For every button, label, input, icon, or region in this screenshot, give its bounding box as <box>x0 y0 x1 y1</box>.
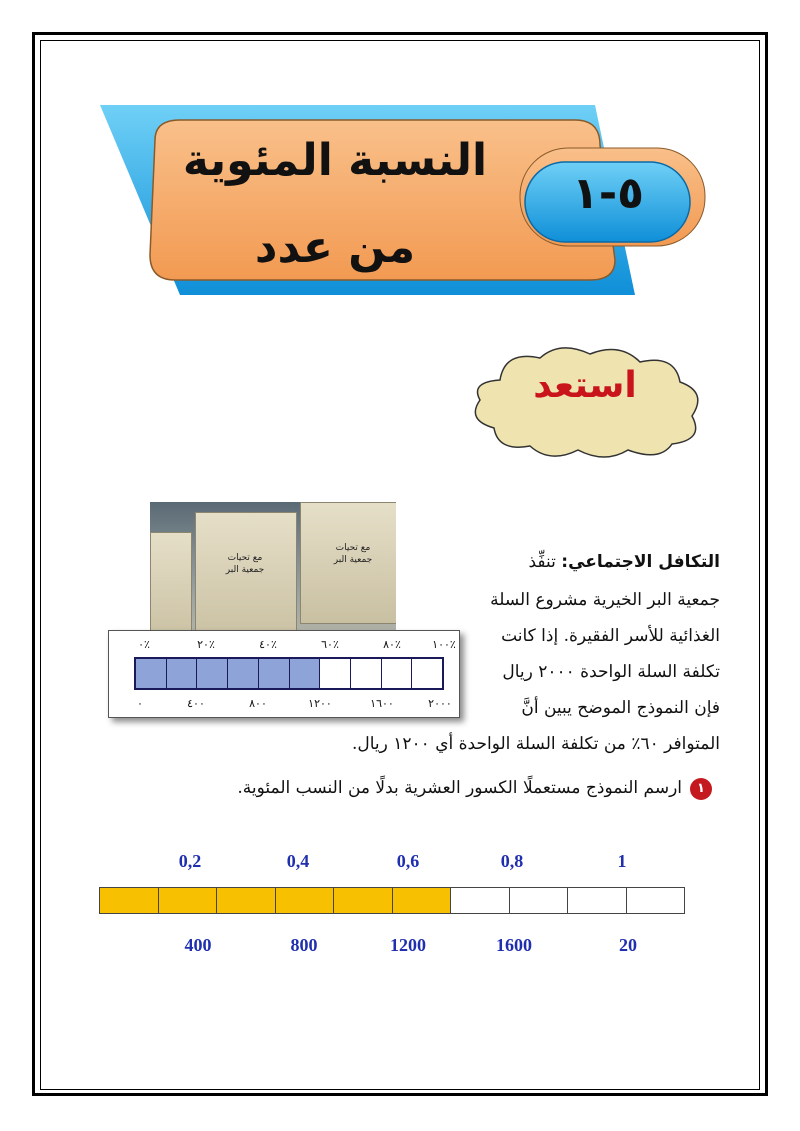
paragraph-line-2: جمعية البر الخيرية مشروع السلة <box>490 590 720 610</box>
decimal-bottom-label: 1600 <box>496 935 532 955</box>
percent-bottom-label: ١٦٠٠ <box>370 697 394 710</box>
percent-top-label: ٪٨٠ <box>383 638 401 651</box>
percent-bottom-label: ٨٠٠ <box>249 697 267 710</box>
decimal-cell <box>627 888 685 913</box>
decimal-bottom-label: 400 <box>184 935 212 955</box>
photo-box-label: مع تحيات جمعية البر <box>225 553 265 575</box>
percent-bar <box>134 657 444 690</box>
percent-cell <box>382 659 413 688</box>
decimal-bottom-label: 1200 <box>390 935 426 955</box>
percent-bottom-label: ٠ <box>137 697 143 710</box>
percent-cell <box>167 659 198 688</box>
decimal-top-label: 0,8 <box>500 851 524 871</box>
lesson-number: ٥-١ <box>572 168 644 219</box>
percent-cell <box>197 659 228 688</box>
decimal-cell <box>451 888 510 913</box>
percent-cell <box>136 659 167 688</box>
decimal-cell <box>100 888 159 913</box>
paragraph-heading: التكافل الاجتماعي: <box>561 552 720 572</box>
question-text: ارسم النموذج مستعملًا الكسور العشرية بدلًا من النسب المئوية. <box>237 778 682 798</box>
percent-cell <box>259 659 290 688</box>
decimal-top-label: 0,4 <box>286 851 310 871</box>
decimal-cell <box>510 888 569 913</box>
percent-top-label: ٪٦٠ <box>321 638 339 651</box>
decimal-cell <box>217 888 276 913</box>
percent-cell <box>351 659 382 688</box>
percent-bottom-label: ٤٠٠ <box>187 697 205 710</box>
percent-cell <box>412 659 442 688</box>
percent-cell <box>320 659 351 688</box>
charity-boxes-photo <box>150 502 396 642</box>
prepare-heading: استعد <box>533 365 637 406</box>
decimal-bottom-label: 800 <box>290 935 318 955</box>
decimal-bar <box>99 887 685 914</box>
lesson-title-line2: من عدد <box>254 222 416 273</box>
decimal-cell <box>334 888 393 913</box>
decimal-cell <box>568 888 627 913</box>
percent-top-label: ٪٢٠ <box>197 638 215 651</box>
paragraph-line-6: المتوافر ٦٠٪ من تكلفة السلة الواحدة أي ١٢٠٠ ريال. <box>351 734 720 754</box>
paragraph-line-3: الغذائية للأسر الفقيرة. إذا كانت <box>501 626 720 646</box>
paragraph-line-4: تكلفة السلة الواحدة ٢٠٠٠ ريال <box>502 662 720 682</box>
decimal-bottom-label: 20 <box>619 935 637 955</box>
photo-box-label: مع تحيات جمعية البر <box>333 543 373 565</box>
percent-bottom-label: ٢٠٠٠ <box>428 697 452 710</box>
decimal-cell <box>276 888 335 913</box>
percent-cell <box>228 659 259 688</box>
paragraph-line-5: فإن النموذج الموضح يبين أنَّ <box>521 698 720 718</box>
decimal-top-label: 0,2 <box>178 851 202 871</box>
percent-top-label: ٪٠ <box>138 638 150 651</box>
percent-cell <box>290 659 321 688</box>
percent-top-label: ٪٤٠ <box>259 638 277 651</box>
decimal-cell <box>393 888 452 913</box>
photo-box <box>150 532 192 642</box>
percent-top-label: ٪١٠٠ <box>432 638 456 651</box>
question-number-badge: ١ <box>690 778 712 800</box>
lesson-title-line1: النسبة المئوية <box>182 135 488 186</box>
photo-box <box>195 512 297 642</box>
decimal-cell <box>159 888 218 913</box>
paragraph-line-1-text: تنفِّذ <box>528 552 556 572</box>
percent-bottom-label: ١٢٠٠ <box>308 697 332 710</box>
decimal-top-label: 0,6 <box>396 851 420 871</box>
paragraph-line-1 <box>528 552 720 572</box>
decimal-top-label: 1 <box>617 851 627 871</box>
